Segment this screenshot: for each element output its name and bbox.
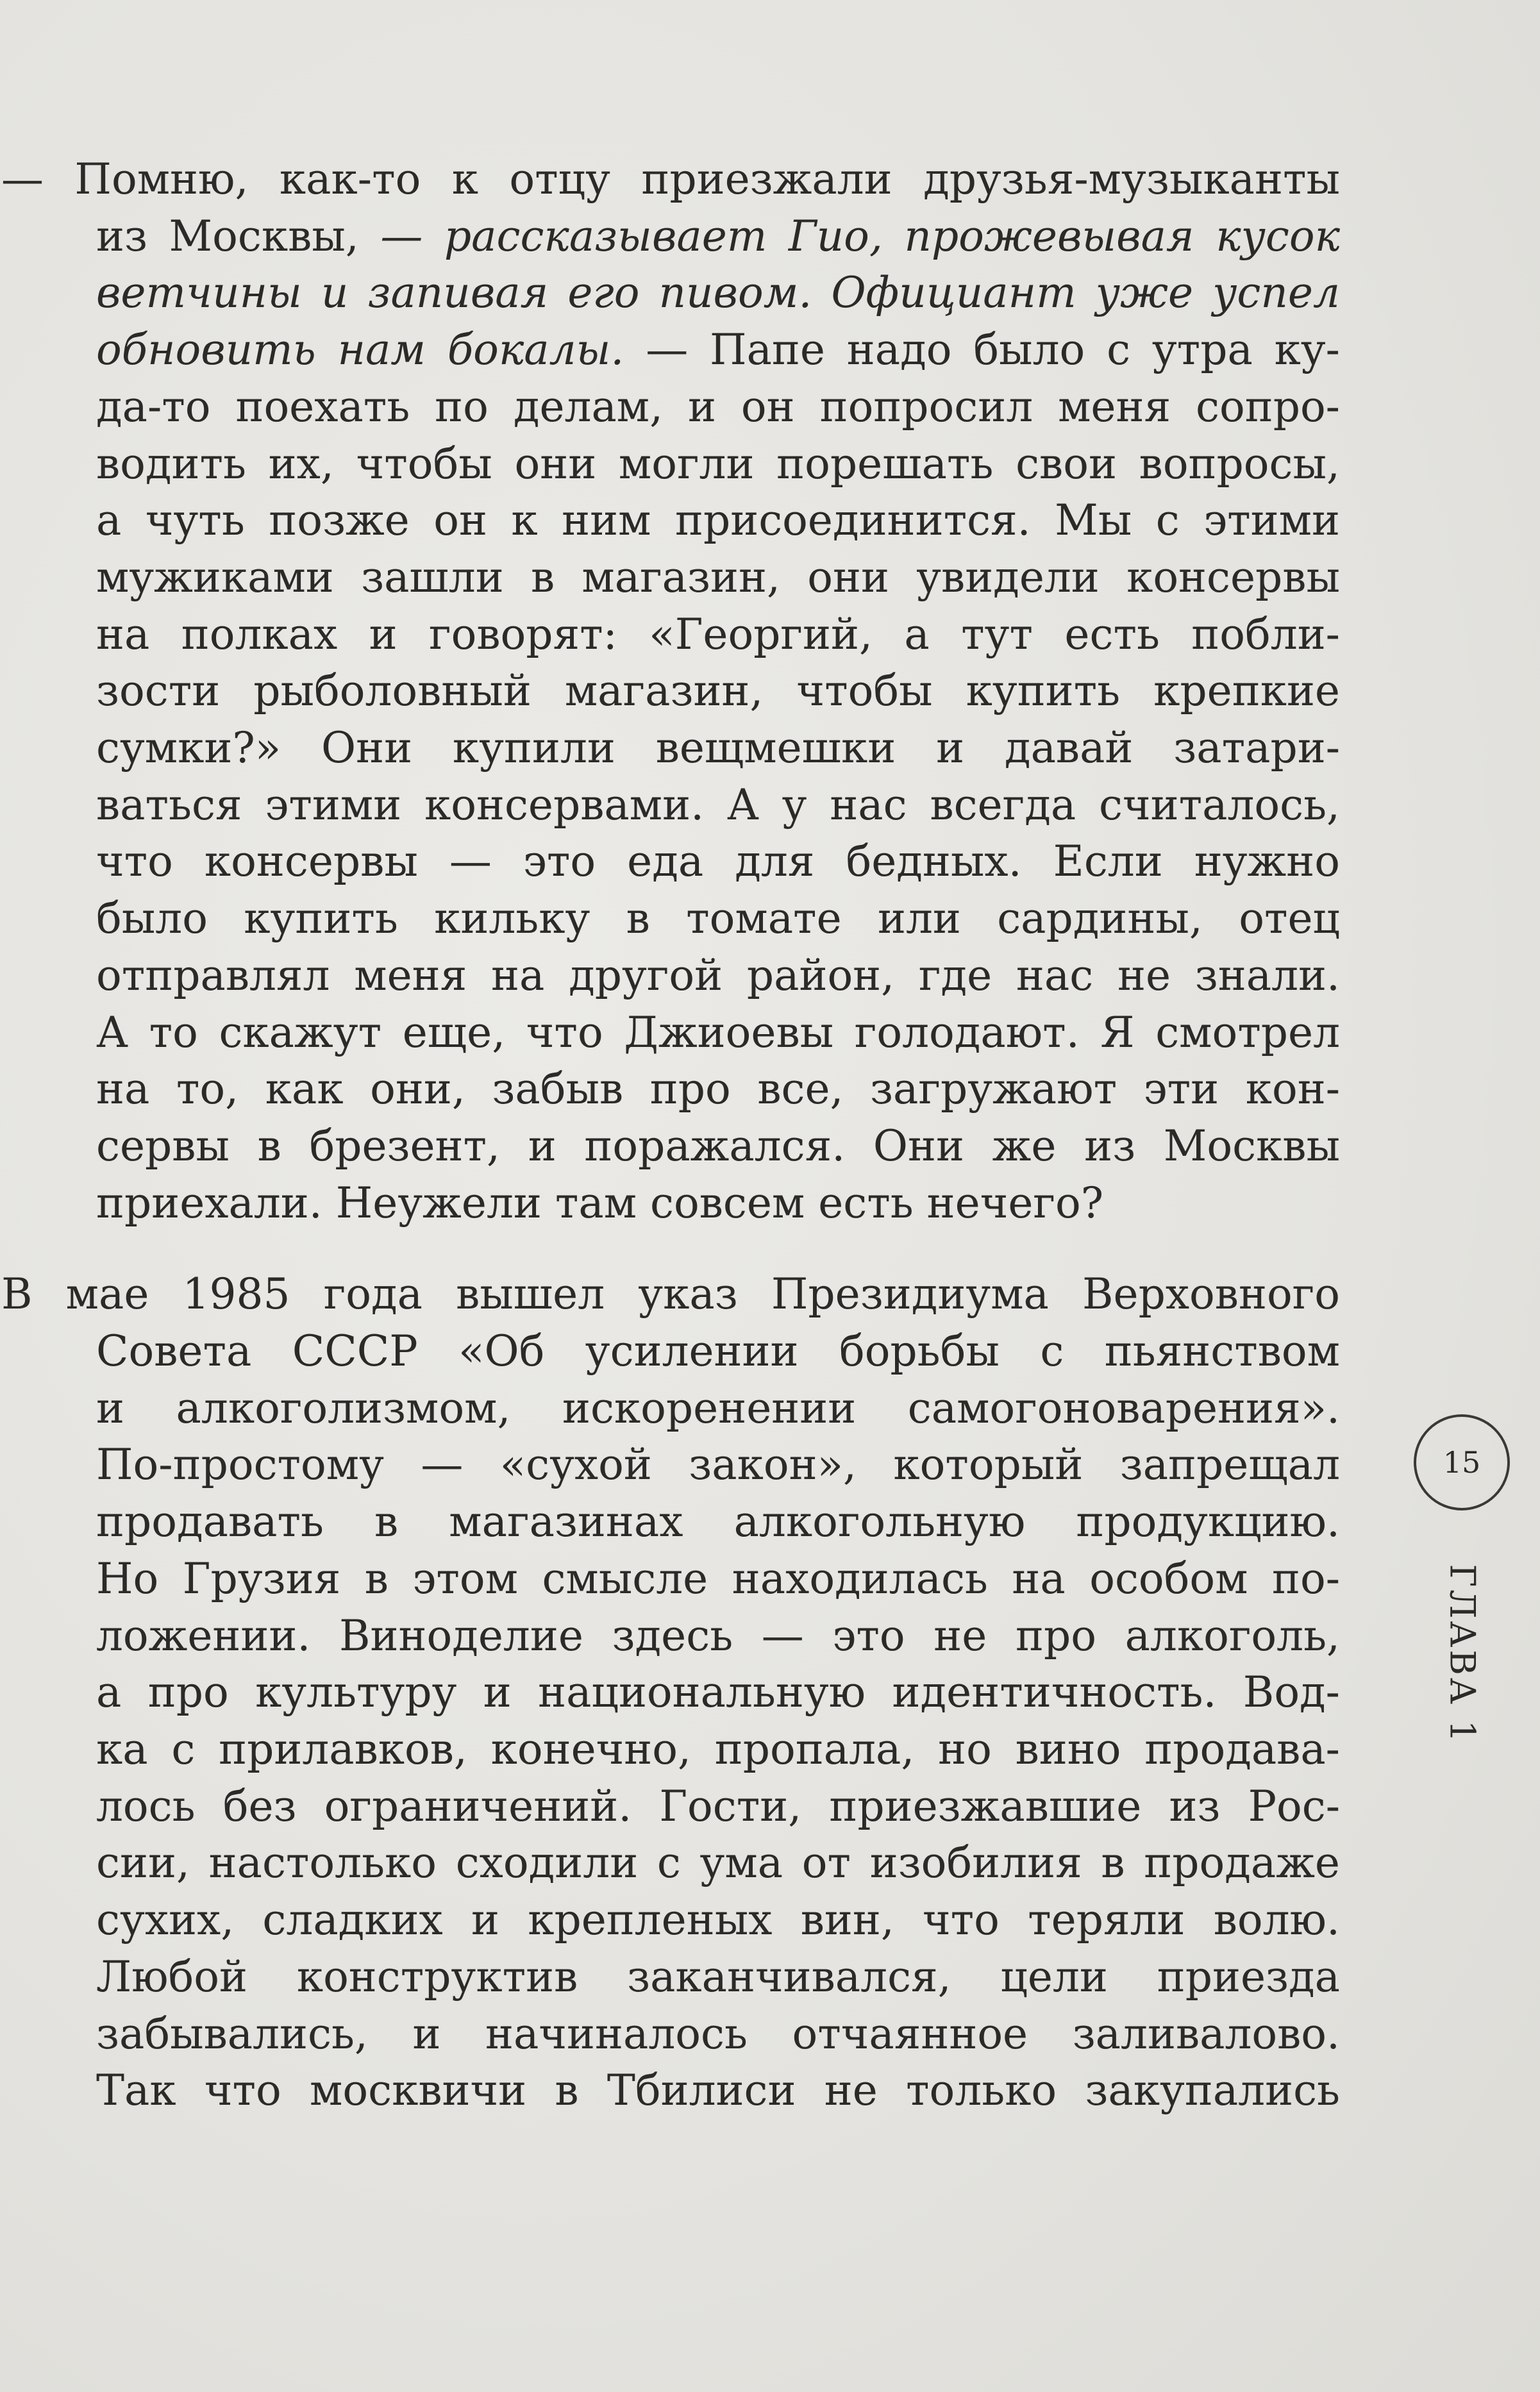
italic-run: ветчины и запивая его пивом. Официант уже успел (96, 268, 1340, 318)
text-line: В мае 1985 года вышел указ Президиума Верховного (1, 1269, 1340, 1319)
text-line: да-то поехать по делам, и он попросил меня сопро- (96, 381, 1340, 431)
italic-run: обновить нам бокалы. (96, 325, 624, 375)
text-line: Так что москвичи в Тбилиси не только закупались (96, 2066, 1340, 2116)
text-line: ложении. Виноделие здесь — это не про алкоголь, (96, 1610, 1340, 1660)
page-number-text: 15 (1443, 1445, 1481, 1480)
text-line: обновить нам бокалы. — Папе надо было с утра ку- (96, 325, 1340, 375)
page-number (1414, 1414, 1510, 1510)
body-text (1, 151, 1340, 2120)
text-line: По-простому — «сухой закон», который запрещал (96, 1440, 1340, 1490)
text-line: забывались, и начиналось отчаянное заливалово. (96, 2009, 1340, 2059)
text-line: из Москвы, — рассказывает Гио, прожевывая кусок (96, 211, 1340, 261)
text-line: сервы в брезент, и поражался. Они же из Москвы (96, 1121, 1340, 1171)
chapter-label-text: ГЛАВА 1 (1442, 1564, 1483, 1744)
dialogue-paragraph (1, 151, 1340, 1232)
text-line: сии, настолько сходили с ума от изобилия в продаже (96, 1838, 1340, 1888)
text-line: было купить кильку в томате или сардины, отец (96, 894, 1340, 944)
text-line: и алкоголизмом, искоренении самогоноварения». (96, 1383, 1340, 1433)
text-line: водить их, чтобы они могли порешать свои вопросы, (96, 439, 1340, 489)
text-line: Но Грузия в этом смысле находилась на особом по- (96, 1553, 1340, 1603)
text-line: А то скажут еще, что Джиоевы голодают. Я смотрел (96, 1007, 1340, 1057)
text-line: на то, как они, забыв про все, загружают эти кон- (96, 1064, 1340, 1114)
text-line: на полках и говорят: «Георгий, а тут есть побли- (96, 609, 1340, 659)
text-line: а чуть позже он к ним присоединится. Мы с этими (96, 496, 1340, 546)
text-line (96, 265, 1340, 322)
text-line: а про культуру и национальную идентичность. Вод- (96, 1668, 1340, 1718)
text-line: ка с прилавков, конечно, пропала, но вино продава- (96, 1724, 1340, 1774)
narrative-paragraph (1, 1266, 1340, 2120)
text-line: зости рыболовный магазин, чтобы купить крепкие (96, 666, 1340, 716)
text-line: сумки?» Они купили вещмешки и давай затари- (96, 723, 1340, 773)
text-line: — Помню, как-то к отцу приезжали друзья-музыканты (1, 155, 1340, 204)
text-line: сухих, сладких и крепленых вин, что теряли волю. (96, 1895, 1340, 1945)
text-line: Совета СССР «Об усилении борьбы с пьянством (96, 1326, 1340, 1376)
text-line: лось без ограничений. Гости, приезжавшие из Рос- (96, 1781, 1340, 1831)
text-line: отправлял меня на другой район, где нас не знали. (96, 950, 1340, 1000)
text-line: продавать в магазинах алкогольную продукцию. (96, 1497, 1340, 1547)
text-line: Любой конструктив заканчивался, цели приезда (96, 1952, 1340, 2002)
running-head-chapter (1421, 1564, 1504, 1744)
text-line: ваться этими консервами. А у нас всегда считалось, (96, 780, 1340, 830)
text-line: что консервы — это еда для бедных. Если нужно (96, 837, 1340, 887)
italic-run: — рассказывает Гио, прожевывая кусок (380, 211, 1340, 261)
text-line: мужиками зашли в магазин, они увидели консервы (96, 552, 1340, 602)
text-line: приехали. Неужели там совсем есть нечего? (96, 1178, 1104, 1228)
